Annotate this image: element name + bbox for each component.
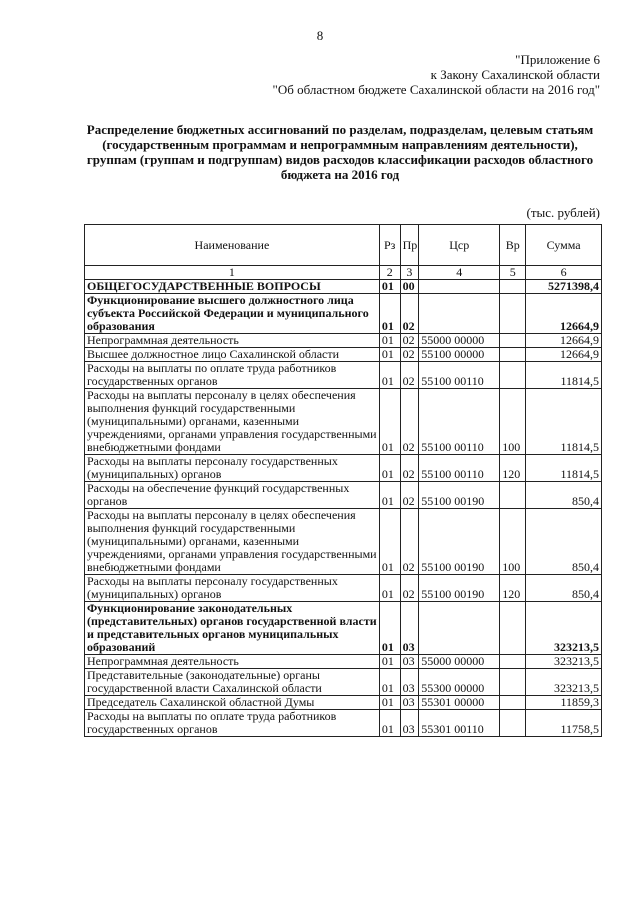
appendix-line-2: к Закону Сахалинской области: [430, 67, 600, 82]
table-row: [85, 710, 602, 737]
cell-sum: 850,4: [526, 482, 602, 509]
cell-sum: 11814,5: [526, 389, 602, 455]
cell-csr: 55100 00110: [419, 455, 500, 482]
cell-rz: 01: [379, 509, 400, 575]
col-number: 5: [500, 266, 526, 280]
cell-csr: 55300 00000: [419, 669, 500, 696]
cell-pr: 02: [400, 482, 419, 509]
cell-sum: 12664,9: [526, 334, 602, 348]
cell-name: Расходы на выплаты персоналу государственных (муниципальных) органов: [85, 575, 380, 602]
cell-pr: 02: [400, 455, 419, 482]
cell-sum: 11758,5: [526, 710, 602, 737]
cell-name: ОБЩЕГОСУДАРСТВЕННЫЕ ВОПРОСЫ: [85, 280, 380, 294]
cell-csr: 55000 00000: [419, 655, 500, 669]
cell-pr: 03: [400, 669, 419, 696]
table-row: [85, 455, 602, 482]
table-row: [85, 482, 602, 509]
cell-vr: [500, 280, 526, 294]
cell-name: Функционирование высшего должностного лица субъекта Российской Федерации и муниципального образования: [85, 294, 380, 334]
cell-name: Расходы на выплаты по оплате труда работников государственных органов: [85, 710, 380, 737]
col-number: 4: [419, 266, 500, 280]
cell-rz: 01: [379, 602, 400, 655]
cell-csr: 55000 00000: [419, 334, 500, 348]
cell-pr: 03: [400, 655, 419, 669]
cell-pr: 03: [400, 602, 419, 655]
cell-name: Расходы на выплаты персоналу в целях обеспечения выполнения функций государственными (муниципальными) органами, казенными учреждениями, органами управления государственными внебюджетными фондами: [85, 509, 380, 575]
cell-vr: [500, 696, 526, 710]
cell-vr: [500, 669, 526, 696]
cell-rz: 01: [379, 348, 400, 362]
cell-sum: 323213,5: [526, 655, 602, 669]
cell-rz: 01: [379, 455, 400, 482]
header-row: [85, 225, 602, 266]
cell-sum: 323213,5: [526, 602, 602, 655]
table-row: [85, 294, 602, 334]
table-row: [85, 696, 602, 710]
cell-name: Представительные (законодательные) органы государственной власти Сахалинской области: [85, 669, 380, 696]
cell-pr: 02: [400, 348, 419, 362]
cell-name: Высшее должностное лицо Сахалинской области: [85, 348, 380, 362]
cell-vr: [500, 482, 526, 509]
cell-sum: 323213,5: [526, 669, 602, 696]
cell-rz: 01: [379, 280, 400, 294]
cell-sum: 11814,5: [526, 362, 602, 389]
cell-vr: 120: [500, 455, 526, 482]
cell-vr: [500, 362, 526, 389]
cell-sum: 11814,5: [526, 455, 602, 482]
table-row: [85, 669, 602, 696]
cell-rz: 01: [379, 696, 400, 710]
cell-name: Расходы на выплаты персоналу государственных (муниципальных) органов: [85, 455, 380, 482]
cell-pr: 00: [400, 280, 419, 294]
cell-vr: 120: [500, 575, 526, 602]
col-number: 6: [526, 266, 602, 280]
cell-rz: 01: [379, 669, 400, 696]
cell-name: Расходы на выплаты персоналу в целях обеспечения выполнения функций государственными (муниципальными) органами, казенными учреждениями, органами управления государственными внебюджетными фондами: [85, 389, 380, 455]
cell-pr: 02: [400, 575, 419, 602]
cell-csr: [419, 294, 500, 334]
cell-name: Функционирование законодательных (представительных) органов государственной власти и представительных органов муниципальных образований: [85, 602, 380, 655]
cell-sum: 12664,9: [526, 294, 602, 334]
cell-name: Расходы на обеспечение функций государственных органов: [85, 482, 380, 509]
cell-vr: [500, 348, 526, 362]
col-number: 3: [400, 266, 419, 280]
cell-pr: 02: [400, 334, 419, 348]
budget-table: [84, 224, 602, 737]
cell-name: Непрограммная деятельность: [85, 334, 380, 348]
table-body: [85, 280, 602, 737]
cell-csr: 55100 00110: [419, 389, 500, 455]
cell-csr: 55100 00190: [419, 575, 500, 602]
table-row: [85, 575, 602, 602]
table-row: [85, 334, 602, 348]
cell-pr: 02: [400, 389, 419, 455]
header-csr: Цср: [419, 225, 500, 266]
table-row: [85, 280, 602, 294]
cell-vr: [500, 334, 526, 348]
cell-csr: 55301 00110: [419, 710, 500, 737]
col-number: 2: [379, 266, 400, 280]
appendix-header: [273, 52, 600, 97]
cell-vr: [500, 602, 526, 655]
table-row: [85, 348, 602, 362]
table-row: [85, 602, 602, 655]
cell-sum: 5271398,4: [526, 280, 602, 294]
cell-rz: 01: [379, 334, 400, 348]
table-row: [85, 509, 602, 575]
cell-pr: 02: [400, 294, 419, 334]
cell-pr: 03: [400, 696, 419, 710]
cell-vr: 100: [500, 509, 526, 575]
appendix-line-3: "Об областном бюджете Сахалинской области на 2016 год": [272, 82, 600, 97]
cell-csr: 55301 00000: [419, 696, 500, 710]
cell-sum: 12664,9: [526, 348, 602, 362]
header-sum: Сумма: [526, 225, 602, 266]
cell-csr: [419, 602, 500, 655]
cell-rz: 01: [379, 389, 400, 455]
cell-pr: 02: [400, 362, 419, 389]
cell-sum: 850,4: [526, 575, 602, 602]
cell-rz: 01: [379, 294, 400, 334]
header-name: Наименование: [85, 225, 380, 266]
units-label: (тыс. рублей): [526, 205, 600, 220]
cell-rz: 01: [379, 710, 400, 737]
cell-sum: 850,4: [526, 509, 602, 575]
appendix-line-1: "Приложение 6: [515, 52, 600, 67]
header-rz: Рз: [379, 225, 400, 266]
cell-csr: 55100 00190: [419, 509, 500, 575]
header-pr: Пр: [400, 225, 419, 266]
cell-sum: 11859,3: [526, 696, 602, 710]
column-number-row: [85, 266, 602, 280]
cell-rz: 01: [379, 575, 400, 602]
cell-name: Расходы на выплаты по оплате труда работников государственных органов: [85, 362, 380, 389]
cell-csr: 55100 00190: [419, 482, 500, 509]
cell-pr: 03: [400, 710, 419, 737]
cell-rz: 01: [379, 362, 400, 389]
cell-csr: 55100 00110: [419, 362, 500, 389]
table-row: [85, 389, 602, 455]
cell-csr: [419, 280, 500, 294]
cell-vr: [500, 294, 526, 334]
cell-rz: 01: [379, 482, 400, 509]
col-number: 1: [85, 266, 380, 280]
cell-name: Непрограммная деятельность: [85, 655, 380, 669]
cell-pr: 02: [400, 509, 419, 575]
cell-vr: 100: [500, 389, 526, 455]
page-number: 8: [316, 28, 324, 43]
table-row: [85, 655, 602, 669]
cell-csr: 55100 00000: [419, 348, 500, 362]
cell-vr: [500, 655, 526, 669]
cell-name: Председатель Сахалинской областной Думы: [85, 696, 380, 710]
cell-rz: 01: [379, 655, 400, 669]
table-row: [85, 362, 602, 389]
cell-vr: [500, 710, 526, 737]
document-title: Распределение бюджетных ассигнований по разделам, подразделам, целевым статьям (государственным программам и непрограммным направлениям деятельности), группам (группам и подгруппам) видов расходов классификации расходов областного бюджета на 2016 год: [86, 122, 594, 182]
header-vr: Вр: [500, 225, 526, 266]
